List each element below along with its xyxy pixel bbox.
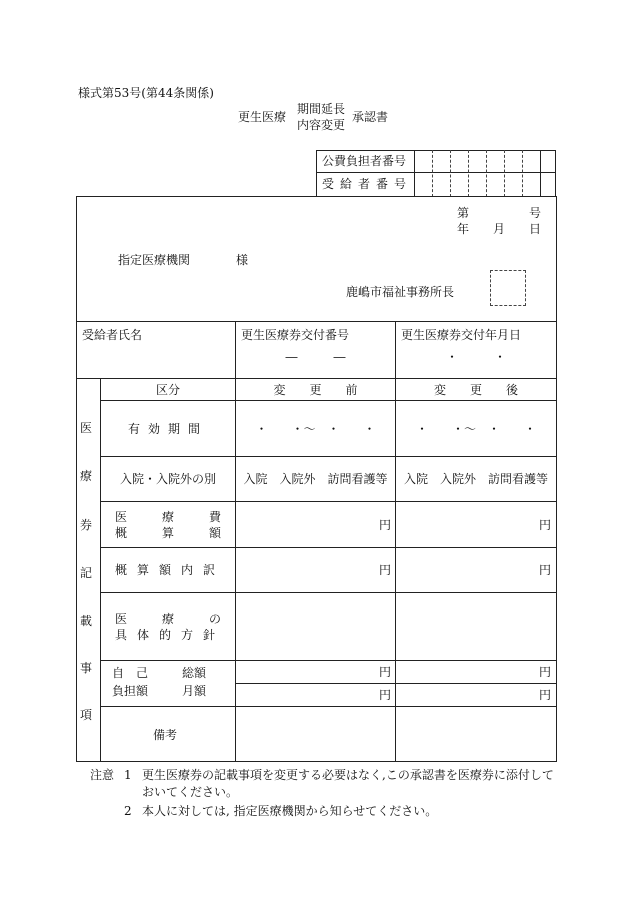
side-label-4: 記: [80, 566, 93, 580]
note-1-number: 1: [124, 768, 132, 782]
self-burden-label-2b: 月額: [182, 684, 207, 698]
side-label-5: 載: [80, 614, 93, 628]
side-label-6: 事: [80, 661, 93, 675]
month-label: 月: [493, 222, 506, 236]
recipient-name-label: 受給者氏名: [82, 328, 143, 342]
side-label-3: 券: [80, 518, 93, 532]
cost-yen-before: 円: [379, 518, 392, 532]
inpatient-label: 入院・入院外の別: [119, 472, 216, 486]
honorific: 様: [236, 253, 249, 267]
inpatient-before: 入院 入院外 訪問看護等: [243, 472, 388, 486]
cost-yen-after: 円: [539, 518, 552, 532]
number-label-2: 号: [529, 206, 542, 220]
note-2-text: 本人に対しては, 指定医療機関から知らせてください。: [142, 804, 438, 818]
breakdown-yen-after: 円: [539, 563, 552, 577]
ticket-date-label: 更生医療券交付年月日: [401, 328, 522, 342]
header-after: 変 更 後: [433, 383, 518, 397]
title-suffix: 承認書: [352, 110, 389, 124]
note-1-line2: おいてください。: [142, 785, 239, 799]
inpatient-after: 入院 入院外 訪問看護等: [403, 472, 548, 486]
policy-label-line2: 具体的方針: [115, 628, 226, 642]
number-label-1: 第: [457, 206, 470, 220]
valid-period-label: 有効期間: [127, 422, 208, 436]
self-burden-label-2a: 負担額: [112, 684, 149, 698]
policy-label-line1: 医 療 の: [115, 612, 221, 626]
seal-box: [490, 270, 526, 306]
ticket-number-dashes: ― ―: [285, 350, 346, 364]
self-burden-label-1b: 総額: [182, 666, 207, 680]
title-line2: 内容変更: [297, 118, 346, 132]
form-number: 様式第53号(第44条関係): [78, 86, 214, 100]
payer-number-label: 公費負担者番号: [322, 154, 407, 168]
addressee: 指定医療機関: [118, 253, 191, 267]
ticket-date-dots: ・ ・: [445, 350, 506, 364]
breakdown-yen-before: 円: [379, 563, 392, 577]
ticket-number-label: 更生医療券交付番号: [241, 328, 350, 342]
title-line1: 期間延長: [297, 102, 346, 116]
total-yen-after: 円: [539, 665, 552, 679]
side-label-1: 医: [80, 421, 93, 435]
notes-label: 注意: [90, 768, 115, 782]
cost-label-line2: 概 算 額: [115, 526, 221, 540]
issuer: 鹿嶋市福祉事務所長: [346, 285, 455, 299]
period-after: ・ ・〜 ・ ・: [415, 422, 536, 436]
header-before: 変 更 前: [273, 383, 358, 397]
monthly-yen-before: 円: [379, 688, 392, 702]
remarks-label: 備考: [153, 728, 178, 742]
note-1-line1: 更生医療券の記載事項を変更する必要はなく,この承認書を医療券に添付して: [142, 768, 554, 782]
period-before: ・ ・〜 ・ ・: [255, 422, 376, 436]
header-category: 区分: [155, 383, 180, 397]
note-2-number: 2: [124, 804, 132, 818]
title-prefix: 更生医療: [238, 110, 287, 124]
side-label-2: 療: [80, 469, 93, 483]
breakdown-label: 概算額内訳: [115, 563, 226, 577]
side-label-7: 項: [80, 708, 93, 722]
recipient-number-label: 受給者番号: [322, 177, 413, 191]
monthly-yen-after: 円: [539, 688, 552, 702]
day-label: 日: [529, 222, 542, 236]
self-burden-label-1a: 自 己: [112, 666, 149, 680]
year-label: 年: [457, 222, 470, 236]
total-yen-before: 円: [379, 665, 392, 679]
cost-label-line1: 医 療 費: [115, 510, 221, 524]
